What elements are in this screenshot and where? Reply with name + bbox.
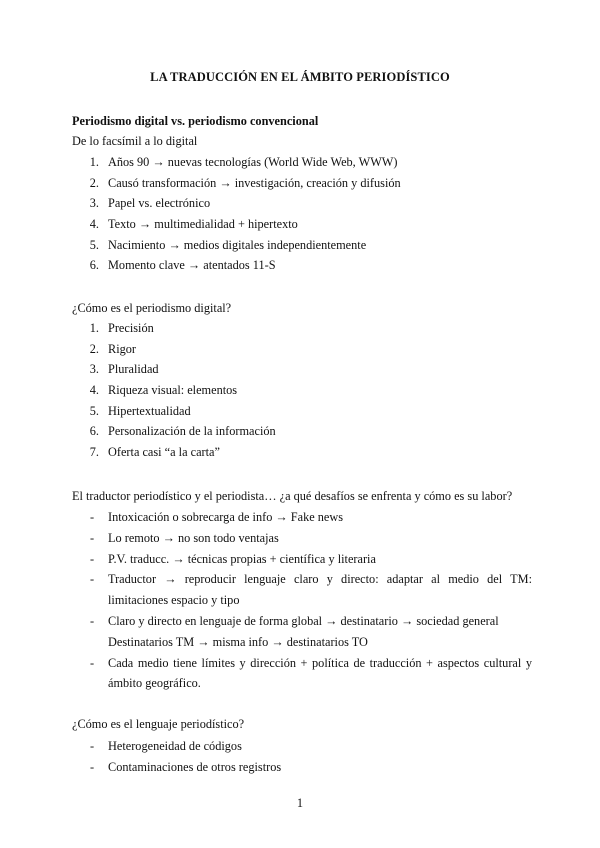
question-traductor-periodistico: El traductor periodístico y el periodista… ¿a qué desafíos se enfrenta y cómo es su labor? <box>72 489 513 503</box>
list-text: Años 90 → nuevas tecnologías (World Wide Web, WWW) <box>108 155 398 169</box>
list-dash: - <box>90 613 95 628</box>
list-text <box>108 611 532 653</box>
list-text: Momento clave → atentados 11-S <box>108 258 276 273</box>
page-number: 1 <box>296 796 304 810</box>
dash-list-lenguaje <box>72 736 532 778</box>
list-item <box>72 757 532 778</box>
numbered-list-caracteristicas <box>72 318 532 463</box>
list-text: Contaminaciones de otros registros <box>108 759 282 774</box>
dash-list-desafios <box>72 507 532 694</box>
list-dash: - <box>90 759 95 774</box>
list-item <box>72 193 532 214</box>
list-text: Nacimiento → medios digitales independientemente <box>108 237 367 252</box>
list-dash: - <box>90 551 95 566</box>
list-number: 2. <box>89 175 99 190</box>
list-number: 5. <box>89 403 99 418</box>
list-number: 3. <box>89 362 99 377</box>
list-text: Precisión <box>108 321 154 335</box>
list-number: 4. <box>89 383 99 398</box>
list-item <box>72 442 532 463</box>
list-item <box>72 653 532 695</box>
list-text-line: Destinatarios TM → misma info → destinatarios TO <box>108 634 368 649</box>
list-number: 5. <box>89 237 99 252</box>
list-item <box>72 569 532 611</box>
list-item <box>72 736 532 757</box>
list-item <box>72 528 532 549</box>
list-number: 2. <box>89 341 99 356</box>
list-number: 3. <box>89 196 99 211</box>
list-text-line: limitaciones espacio y tipo <box>108 593 240 608</box>
list-text: Causó transformación → investigación, creación y difusión <box>108 175 401 190</box>
list-item <box>72 255 532 276</box>
list-number: 6. <box>89 258 99 273</box>
list-text-line: Claro y directo en lenguaje de forma global → destinatario → sociedad general <box>108 613 499 628</box>
list-dash: - <box>90 739 95 753</box>
list-text: P.V. traducc. → técnicas propias + científica y literaria <box>108 551 376 566</box>
list-item <box>72 359 532 380</box>
list-text: Riqueza visual: elementos <box>108 383 238 398</box>
list-dash: - <box>90 510 95 524</box>
list-item <box>72 611 532 653</box>
list-item <box>72 318 532 339</box>
list-text: Personalización de la información <box>108 424 276 439</box>
list-item <box>72 235 532 256</box>
document-title: LA TRADUCCIÓN EN EL ÁMBITO PERIODÍSTICO <box>150 70 450 84</box>
list-text-line: Cada medio tiene límites y dirección + política de traducción + aspectos cultural y <box>108 655 532 670</box>
list-text: Heterogeneidad de códigos <box>108 739 242 753</box>
list-text <box>108 653 532 695</box>
list-item <box>72 339 532 360</box>
list-text <box>108 569 532 611</box>
list-text-line: ámbito geográfico. <box>108 676 201 691</box>
list-text: Intoxicación o sobrecarga de info → Fake news <box>108 510 344 524</box>
list-item <box>72 421 532 442</box>
list-text: Rigor <box>108 341 137 356</box>
list-dash: - <box>90 530 95 545</box>
list-text: Texto → multimedialidad + hipertexto <box>108 217 298 232</box>
list-item <box>72 549 532 570</box>
section-intro: De lo facsímil a lo digital <box>72 134 198 148</box>
list-number: 1. <box>89 321 99 335</box>
list-text: Lo remoto → no son todo ventajas <box>108 530 279 545</box>
list-item <box>72 507 532 528</box>
list-text: Hipertextualidad <box>108 403 191 418</box>
list-item <box>72 214 532 235</box>
list-dash: - <box>90 572 95 587</box>
list-number: 1. <box>89 155 99 169</box>
list-item <box>72 380 532 401</box>
numbered-list-periodismo <box>72 152 532 276</box>
list-text-line: Traductor → reproducir lenguaje claro y directo: adaptar al medio del TM: <box>108 572 532 587</box>
list-number: 4. <box>89 217 99 232</box>
list-item <box>72 401 532 422</box>
list-item <box>72 173 532 194</box>
list-text: Oferta casi “a la carta” <box>108 445 220 460</box>
list-number: 7. <box>89 445 99 460</box>
section-heading-periodismo-digital: Periodismo digital vs. periodismo convencional <box>72 114 319 128</box>
list-text: Pluralidad <box>108 362 159 377</box>
question-lenguaje-periodistico: ¿Cómo es el lenguaje periodístico? <box>72 717 245 731</box>
list-item <box>72 152 532 173</box>
list-dash: - <box>90 655 95 670</box>
question-periodismo-digital: ¿Cómo es el periodismo digital? <box>72 301 232 315</box>
list-text: Papel vs. electrónico <box>108 196 211 211</box>
list-number: 6. <box>89 424 99 439</box>
